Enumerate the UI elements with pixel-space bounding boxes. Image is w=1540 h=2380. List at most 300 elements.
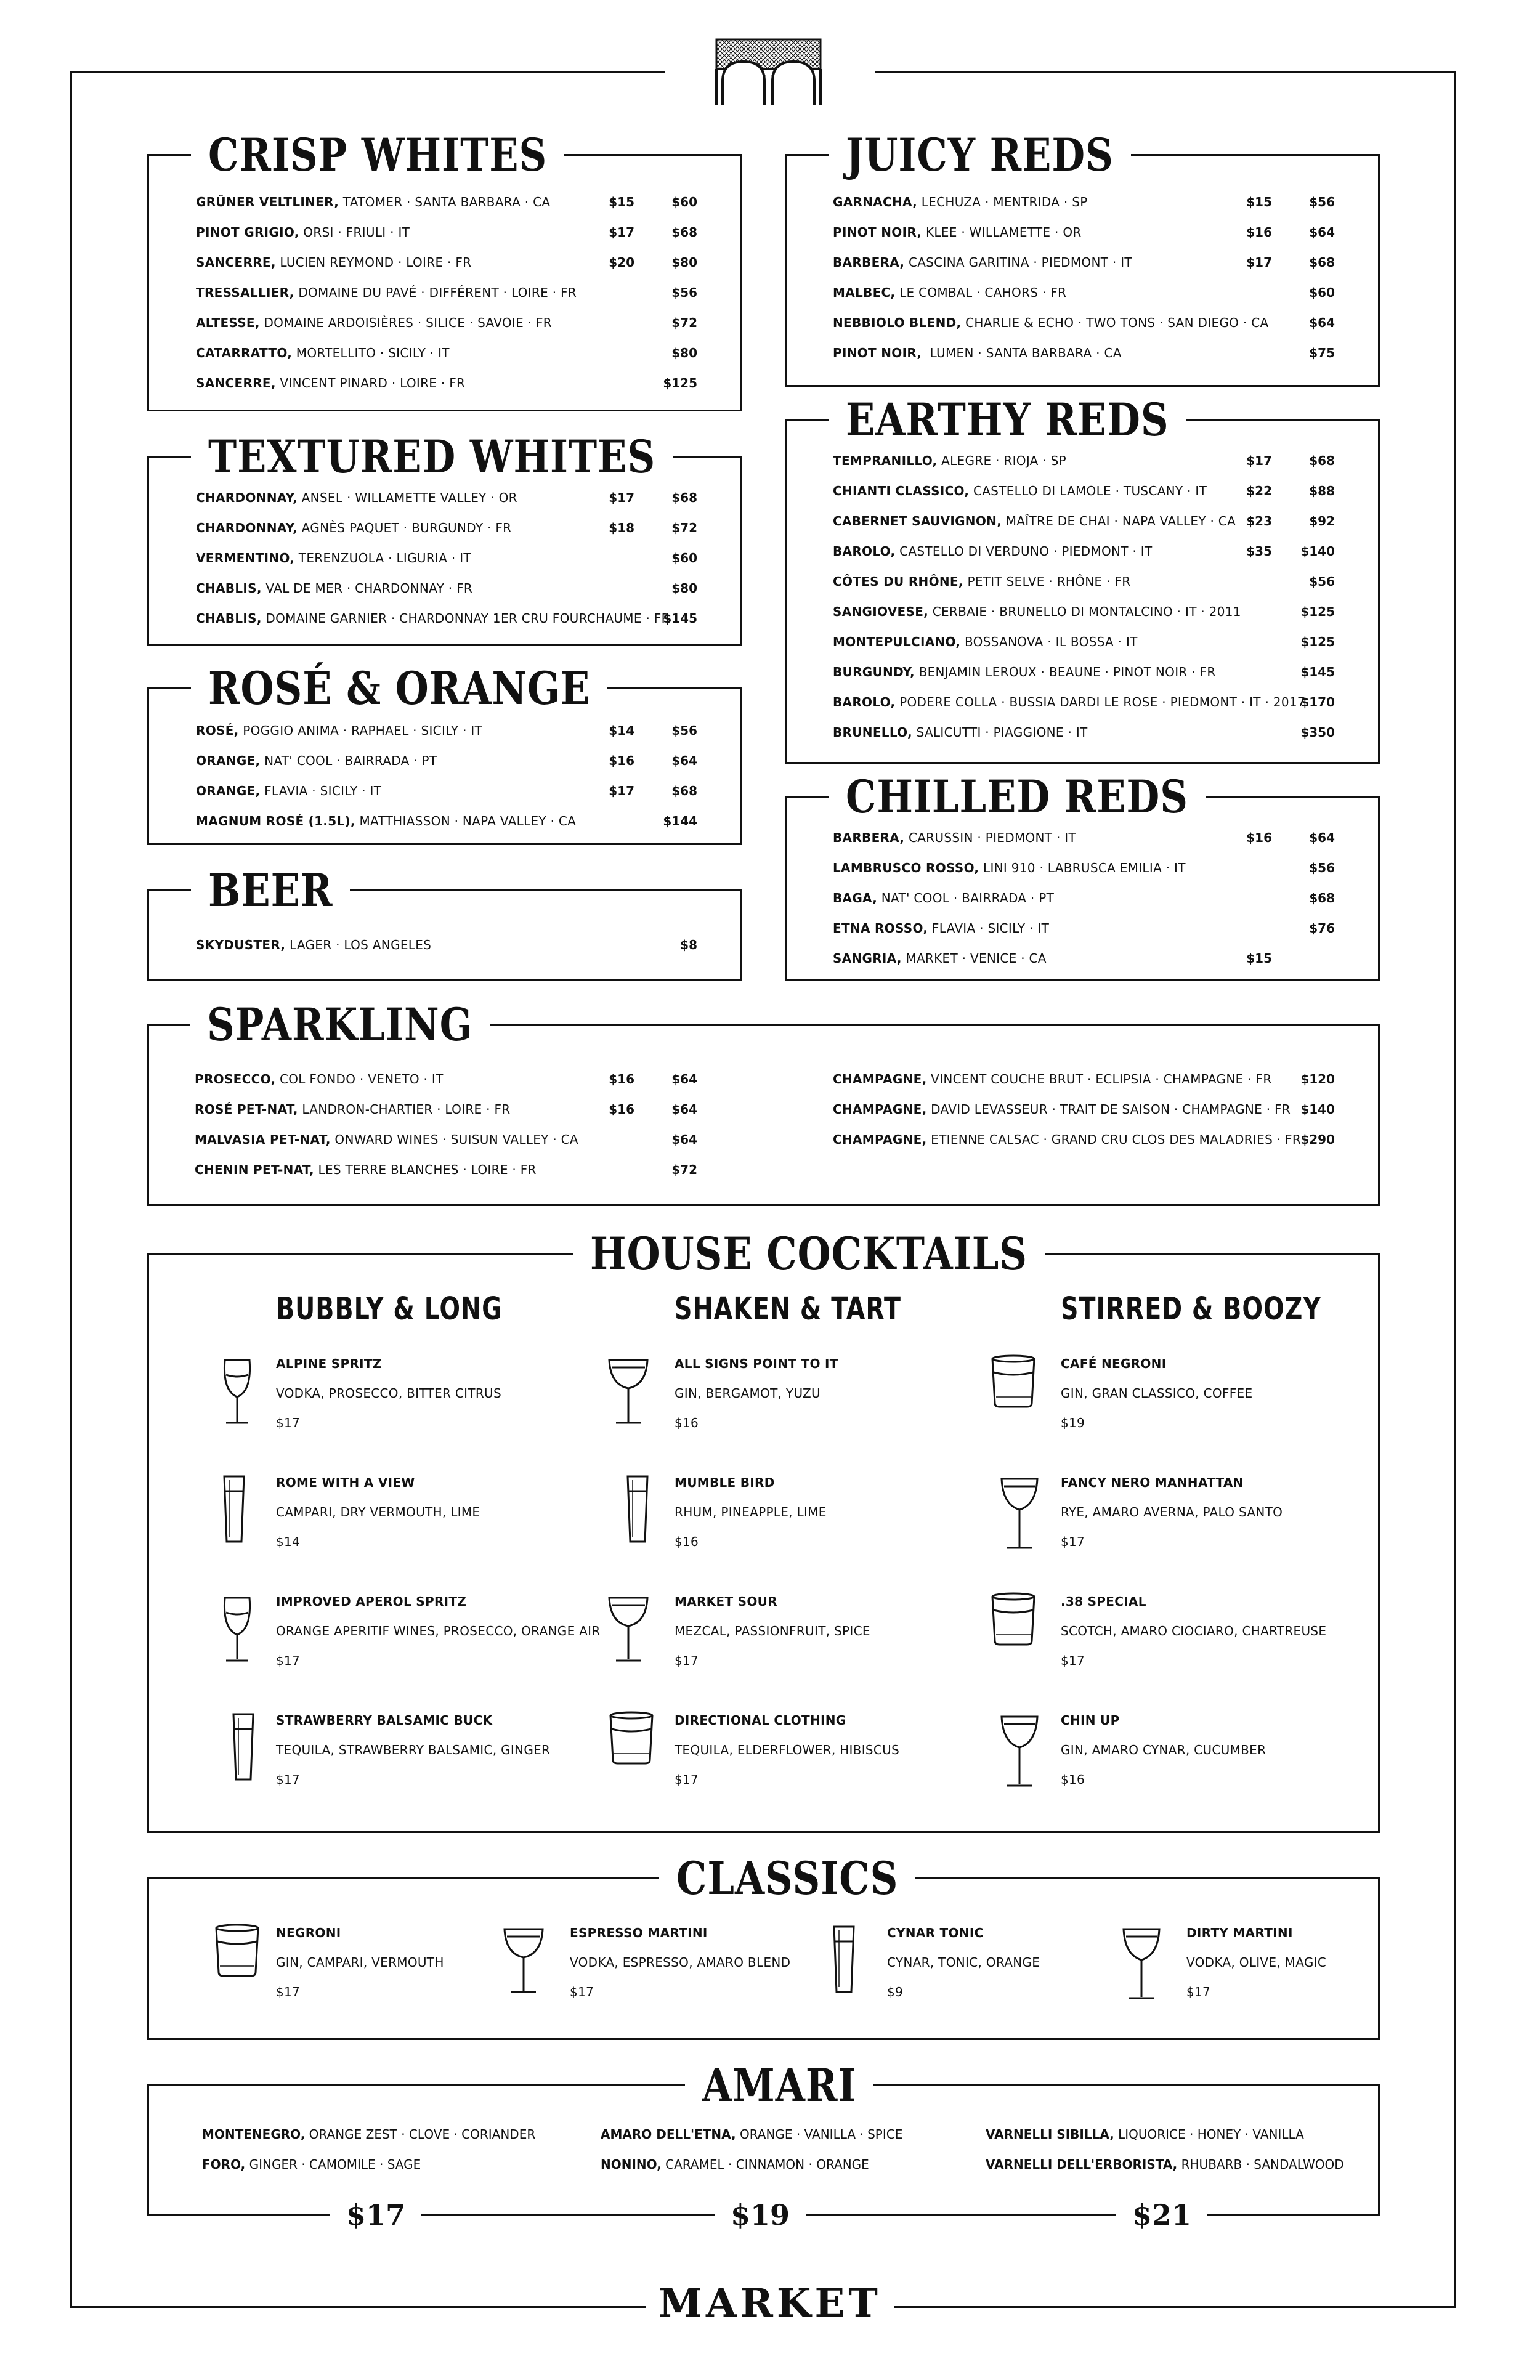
cocktail-ingredients: VODKA, PROSECCO, BITTER CITRUS — [276, 1386, 501, 1401]
rocks-glass-icon — [607, 1710, 656, 1768]
wine-name: MALVASIA PET-NAT, — [195, 1132, 331, 1147]
glass-price: $17 — [1246, 255, 1272, 270]
wine-row — [195, 1157, 697, 1182]
wine-name: ETNA ROSSO, — [833, 921, 928, 936]
wine-row — [195, 1097, 697, 1122]
wine-detail: DAVID LEVASSEUR · TRAIT DE SAISON · CHAMPAGNE · FR — [926, 1102, 1291, 1117]
glass-price: $17 — [609, 783, 634, 798]
cocktail-price: $17 — [1061, 1653, 1085, 1668]
wine-row — [196, 190, 697, 214]
cocktail-item — [1061, 1706, 1266, 1794]
wine-detail: LINI 910 · LABRUSCA EMILIA · IT — [979, 860, 1186, 875]
bottle-price: $68 — [1309, 891, 1335, 905]
wine-row — [196, 250, 697, 275]
wine-detail: FLAVIA · SICILY · IT — [928, 921, 1050, 936]
wine-row — [833, 220, 1335, 245]
wine-detail: LECHUZA · MENTRIDA · SP — [917, 195, 1088, 209]
cocktail-ingredients: CAMPARI, DRY VERMOUTH, LIME — [276, 1505, 480, 1520]
wine-row — [833, 448, 1335, 473]
wine-detail: TERENZUOLA · LIGURIA · IT — [294, 551, 471, 565]
highball-glass-icon — [825, 1923, 862, 1999]
bottle-price: $140 — [1300, 1102, 1335, 1117]
bottle-price: $75 — [1309, 346, 1335, 360]
wine-detail: LANDRON-CHARTIER · LOIRE · FR — [298, 1102, 511, 1117]
wine-row — [833, 250, 1335, 275]
wine-detail: CHARLIE & ECHO · TWO TONS · SAN DIEGO · CA — [961, 315, 1269, 330]
amaro-item — [986, 2157, 1344, 2172]
wine-name: BARBERA, — [833, 255, 905, 270]
wine-detail: DOMAINE GARNIER · CHARDONNAY 1ER CRU FOURCHAUME · FR — [261, 611, 670, 626]
cocktail-ingredients: GIN, AMARO CYNAR, CUCUMBER — [1061, 1742, 1266, 1757]
bottle-price: $64 — [1309, 225, 1335, 240]
cocktail-ingredients: MEZCAL, PASSIONFRUIT, SPICE — [675, 1624, 870, 1638]
wine-detail: PODERE COLLA · BUSSIA DARDI LE ROSE · PIEDMONT · IT · 2017 — [895, 695, 1305, 710]
cocktail-price: $17 — [1186, 1985, 1211, 1999]
wine-name: GARNACHA, — [833, 195, 918, 209]
wine-detail: ALEGRE · RIOJA · SP — [937, 453, 1066, 468]
amaro-detail: CARAMEL · CINNAMON · ORANGE — [661, 2157, 869, 2172]
wine-detail: TATOMER · SANTA BARBARA · CA — [339, 195, 551, 209]
cocktail-name: ESPRESSO MARTINI — [570, 1925, 708, 1940]
wine-row — [196, 371, 697, 395]
amaro-item — [202, 2127, 535, 2142]
classic-cocktail-item — [1186, 1918, 1326, 2007]
wine-name: ORANGE, — [196, 753, 261, 768]
cocktail-category-heading: BUBBLY & LONG — [276, 1291, 503, 1327]
amaro-name: NONINO, — [601, 2157, 662, 2172]
wine-detail: VAL DE MER · CHARDONNAY · FR — [261, 581, 473, 596]
bottle-price: $290 — [1300, 1132, 1335, 1147]
cocktail-price: $17 — [675, 1653, 699, 1668]
bottle-price: $170 — [1300, 695, 1335, 710]
highball-glass-icon — [216, 1473, 253, 1549]
wine-name: SANGRIA, — [833, 951, 902, 966]
cocktail-item — [1061, 1349, 1252, 1438]
wine-row — [196, 310, 697, 335]
wine-detail: BOSSANOVA · IL BOSSA · IT — [960, 634, 1138, 649]
wine-row — [833, 310, 1335, 335]
cocktail-name: STRAWBERRY BALSAMIC BUCK — [276, 1713, 493, 1728]
wine-glass-icon — [219, 1592, 256, 1668]
wine-detail: ORSI · FRIULI · IT — [299, 225, 410, 240]
wine-name: VERMENTINO, — [196, 551, 295, 565]
wine-row — [196, 809, 697, 833]
cocktail-ingredients: SCOTCH, AMARO CIOCIARO, CHARTREUSE — [1061, 1624, 1327, 1638]
amaro-name: MONTENEGRO, — [202, 2127, 306, 2142]
glass-price: $16 — [1246, 830, 1272, 845]
cocktail-ingredients: CYNAR, TONIC, ORANGE — [887, 1955, 1040, 1970]
wine-row — [833, 886, 1335, 910]
wine-detail: PETIT SELVE · RHÔNE · FR — [963, 574, 1131, 589]
cocktail-name: MUMBLE BIRD — [675, 1475, 775, 1490]
wine-detail: ANSEL · WILLAMETTE VALLEY · OR — [298, 490, 517, 505]
wine-row — [833, 720, 1335, 745]
wine-name: BAGA, — [833, 891, 878, 905]
wine-row — [833, 629, 1335, 654]
cocktail-price: $17 — [276, 1415, 301, 1430]
wine-name: SANCERRE, — [196, 376, 276, 391]
wine-detail: FLAVIA · SICILY · IT — [260, 783, 382, 798]
cocktail-item — [276, 1587, 601, 1675]
bottle-price: $64 — [671, 753, 697, 768]
bottle-price: $125 — [1300, 604, 1335, 619]
cocktail-item — [675, 1349, 838, 1438]
bottle-price: $120 — [1300, 1072, 1335, 1087]
amari-title: AMARI — [685, 2057, 873, 2115]
wine-detail: LUCIEN REYMOND · LOIRE · FR — [275, 255, 472, 270]
coupe-glass-icon — [607, 1592, 650, 1668]
bottle-price: $80 — [671, 255, 697, 270]
cocktail-name: NEGRONI — [276, 1925, 341, 1940]
cocktail-name: CHIN UP — [1061, 1713, 1120, 1728]
amaro-detail: ORANGE · VANILLA · SPICE — [736, 2127, 903, 2142]
bottle-price: $125 — [663, 376, 697, 391]
cocktail-price: $16 — [675, 1534, 699, 1549]
bottle-price: $56 — [1309, 860, 1335, 875]
bottle-price: $68 — [671, 490, 697, 505]
wine-name: CHAMPAGNE, — [833, 1102, 927, 1117]
wine-detail: LAGER · LOS ANGELES — [285, 937, 432, 952]
cocktail-price: $17 — [276, 1772, 301, 1787]
glass-price: $16 — [609, 753, 634, 768]
glass-price: $16 — [609, 1102, 634, 1117]
bottle-price: $140 — [1300, 544, 1335, 559]
cocktail-item — [675, 1706, 899, 1794]
wine-name: CHABLIS, — [196, 611, 262, 626]
bottle-price: $68 — [1309, 453, 1335, 468]
cocktail-name: MARKET SOUR — [675, 1594, 777, 1609]
amaro-name: VARNELLI DELL'ERBORISTA, — [986, 2157, 1178, 2172]
bottle-price: $72 — [671, 1162, 697, 1177]
cocktail-ingredients: RHUM, PINEAPPLE, LIME — [675, 1505, 827, 1520]
wine-name: PINOT NOIR, — [833, 346, 922, 360]
glass-price: $15 — [1246, 195, 1272, 209]
wine-detail: VINCENT PINARD · LOIRE · FR — [275, 376, 466, 391]
amaro-detail: GINGER · CAMOMILE · SAGE — [245, 2157, 421, 2172]
wine-detail: LE COMBAL · CAHORS · FR — [895, 285, 1067, 300]
cocktail-name: ALL SIGNS POINT TO IT — [675, 1356, 838, 1371]
wine-detail: MORTELLITO · SICILY · IT — [292, 346, 450, 360]
wine-row — [196, 718, 697, 743]
bottle-price: $68 — [1309, 255, 1335, 270]
cocktail-name: CAFÉ NEGRONI — [1061, 1356, 1167, 1371]
wine-row — [833, 916, 1335, 941]
glass-price: $35 — [1246, 544, 1272, 559]
bottle-price: $64 — [1309, 315, 1335, 330]
amaro-item — [986, 2127, 1304, 2142]
textured-whites-title: TEXTURED WHITES — [191, 428, 673, 486]
glass-price: $18 — [609, 520, 634, 535]
nick-nora-glass-icon — [998, 1473, 1041, 1555]
cocktail-ingredients: GIN, CAMPARI, VERMOUTH — [276, 1955, 444, 1970]
cocktail-price: $19 — [1061, 1415, 1085, 1430]
cocktail-name: DIRECTIONAL CLOTHING — [675, 1713, 846, 1728]
wine-detail: MAÎTRE DE CHAI · NAPA VALLEY · CA — [1002, 514, 1236, 528]
glass-price: $22 — [1246, 484, 1272, 498]
cocktail-name: FANCY NERO MANHATTAN — [1061, 1475, 1244, 1490]
glass-price: $17 — [609, 490, 634, 505]
highball-glass-icon — [225, 1710, 262, 1787]
wine-name: PINOT GRIGIO, — [196, 225, 299, 240]
wine-name: SANCERRE, — [196, 255, 276, 270]
cocktail-category-heading: STIRRED & BOOZY — [1061, 1291, 1322, 1327]
cocktail-name: CYNAR TONIC — [887, 1925, 984, 1940]
bottle-price: $64 — [671, 1102, 697, 1117]
classic-cocktail-item — [570, 1918, 790, 2007]
wine-row — [196, 546, 697, 570]
amari-price: $19 — [715, 2196, 806, 2233]
wine-detail: CASTELLO DI VERDUNO · PIEDMONT · IT — [895, 544, 1153, 559]
glass-price: $20 — [609, 255, 634, 270]
wine-row — [196, 576, 697, 601]
bottle-price: $64 — [671, 1132, 697, 1147]
amaro-detail: LIQUORICE · HONEY · VANILLA — [1114, 2127, 1304, 2142]
cocktail-name: IMPROVED APEROL SPRITZ — [276, 1594, 467, 1609]
wine-name: TEMPRANILLO, — [833, 453, 938, 468]
wine-name: BAROLO, — [833, 695, 896, 710]
wine-row — [196, 280, 697, 305]
amaro-name: AMARO DELL'ETNA, — [601, 2127, 736, 2142]
rose-orange-title: ROSÉ & ORANGE — [191, 660, 607, 718]
wine-detail: LUMEN · SANTA BARBARA · CA — [922, 346, 1122, 360]
classic-cocktail-item — [276, 1918, 444, 2007]
wine-row — [196, 485, 697, 510]
bottle-price: $350 — [1300, 725, 1335, 740]
cocktail-price: $17 — [276, 1653, 301, 1668]
bottle-price: $80 — [671, 581, 697, 596]
wine-row — [195, 1067, 697, 1091]
bottle-price: $88 — [1309, 484, 1335, 498]
wine-detail: ONWARD WINES · SUISUN VALLEY · CA — [330, 1132, 578, 1147]
wine-row — [196, 748, 697, 773]
wine-row — [833, 1127, 1335, 1152]
cocktail-ingredients: GIN, BERGAMOT, YUZU — [675, 1386, 821, 1401]
wine-name: BURGUNDY, — [833, 665, 915, 679]
nick-nora-glass-icon — [998, 1710, 1041, 1793]
wine-name: CHIANTI CLASSICO, — [833, 484, 970, 498]
juicy-reds-title: JUICY REDS — [829, 126, 1131, 184]
bottle-price: $72 — [671, 520, 697, 535]
bottle-price: $80 — [671, 346, 697, 360]
wine-name: CÔTES DU RHÔNE, — [833, 574, 963, 589]
wine-name: LAMBRUSCO ROSSO, — [833, 860, 979, 875]
cocktail-ingredients: TEQUILA, ELDERFLOWER, HIBISCUS — [675, 1742, 900, 1757]
rocks-glass-icon — [989, 1354, 1038, 1412]
wine-row — [833, 1097, 1335, 1122]
amaro-name: VARNELLI SIBILLA, — [986, 2127, 1114, 2142]
cocktail-ingredients: TEQUILA, STRAWBERRY BALSAMIC, GINGER — [276, 1742, 551, 1757]
cocktail-price: $17 — [570, 1985, 594, 1999]
earthy-reds-title: EARTHY REDS — [829, 391, 1186, 449]
wine-name: MAGNUM ROSÉ (1.5L), — [196, 814, 355, 828]
bottle-price: $56 — [1309, 195, 1335, 209]
wine-row — [833, 825, 1335, 850]
cocktail-ingredients: VODKA, ESPRESSO, AMARO BLEND — [570, 1955, 791, 1970]
cocktail-name: ROME WITH A VIEW — [276, 1475, 415, 1490]
wine-name: CHAMPAGNE, — [833, 1132, 927, 1147]
wine-name: ROSÉ, — [196, 723, 239, 738]
wine-name: CATARRATTO, — [196, 346, 293, 360]
wine-detail: MARKET · VENICE · CA — [901, 951, 1047, 966]
wine-name: PROSECCO, — [195, 1072, 276, 1087]
wine-detail: VINCENT COUCHE BRUT · ECLIPSIA · CHAMPAGNE · FR — [926, 1072, 1272, 1087]
bottle-price: $68 — [671, 783, 697, 798]
wine-detail: SALICUTTI · PIAGGIONE · IT — [912, 725, 1088, 740]
rocks-glass-icon — [989, 1592, 1038, 1649]
wine-row — [833, 1067, 1335, 1091]
bottle-price: $76 — [1309, 921, 1335, 936]
cocktail-price: $17 — [1061, 1534, 1085, 1549]
wine-detail: CASCINA GARITINA · PIEDMONT · IT — [904, 255, 1132, 270]
wine-name: CHARDONNAY, — [196, 490, 298, 505]
glass-price: $15 — [1246, 951, 1272, 966]
wine-name: TRESSALLIER, — [196, 285, 294, 300]
wine-glass-icon — [219, 1354, 256, 1430]
wine-detail: BENJAMIN LEROUX · BEAUNE · PINOT NOIR · FR — [914, 665, 1216, 679]
wine-name: PINOT NOIR, — [833, 225, 922, 240]
wine-row — [196, 220, 697, 245]
cocktail-item — [1061, 1468, 1283, 1556]
crisp-whites-title: CRISP WHITES — [191, 126, 564, 184]
cocktail-price: $16 — [675, 1415, 699, 1430]
house-cocktails-title: HOUSE COCKTAILS — [573, 1225, 1045, 1283]
wine-row — [833, 856, 1335, 880]
chilled-reds-title: CHILLED REDS — [829, 768, 1206, 826]
bottle-price: $8 — [680, 937, 697, 952]
wine-detail: MATTHIASSON · NAPA VALLEY · CA — [355, 814, 577, 828]
glass-price: $15 — [609, 195, 634, 209]
wine-name: ROSÉ PET-NAT, — [195, 1102, 298, 1117]
cocktail-price: $9 — [887, 1985, 904, 1999]
cocktail-price: $16 — [1061, 1772, 1085, 1787]
glass-price: $23 — [1246, 514, 1272, 528]
bottle-price: $64 — [671, 1072, 697, 1087]
wine-name: NEBBIOLO BLEND, — [833, 315, 962, 330]
glass-price: $17 — [1246, 453, 1272, 468]
wine-detail: LES TERRE BLANCHES · LOIRE · FR — [314, 1162, 537, 1177]
wine-row — [196, 933, 697, 957]
bottle-price: $60 — [671, 551, 697, 565]
wine-row — [833, 690, 1335, 714]
wine-row — [833, 190, 1335, 214]
classics-title: CLASSICS — [659, 1850, 915, 1908]
bottle-price: $64 — [1309, 830, 1335, 845]
cocktail-ingredients: ORANGE APERITIF WINES, PROSECCO, ORANGE AIR — [276, 1624, 601, 1638]
wine-row — [833, 341, 1335, 365]
wine-detail: CERBAIE · BRUNELLO DI MONTALCINO · IT · 2011 — [928, 604, 1241, 619]
wine-detail: NAT' COOL · BAIRRADA · PT — [260, 753, 437, 768]
glass-price: $16 — [1246, 225, 1272, 240]
wine-name: CABERNET SAUVIGNON, — [833, 514, 1002, 528]
bottle-price: $72 — [671, 315, 697, 330]
wine-row — [833, 946, 1272, 971]
amari-price: $17 — [330, 2196, 421, 2233]
wine-name: BARBERA, — [833, 830, 905, 845]
bottle-price: $144 — [663, 814, 697, 828]
wine-name: BAROLO, — [833, 544, 896, 559]
glass-price: $14 — [609, 723, 634, 738]
amaro-item — [601, 2127, 902, 2142]
wine-name: BRUNELLO, — [833, 725, 912, 740]
cocktail-item — [675, 1587, 870, 1675]
classic-cocktail-item — [887, 1918, 1040, 2007]
bottle-price: $145 — [663, 611, 697, 626]
wine-row — [833, 509, 1335, 533]
glass-price: $17 — [609, 225, 634, 240]
wine-detail: KLEE · WILLAMETTE · OR — [922, 225, 1082, 240]
cocktail-price: $14 — [276, 1534, 301, 1549]
amaro-name: FORO, — [202, 2157, 246, 2172]
cocktail-name: ALPINE SPRITZ — [276, 1356, 382, 1371]
cocktail-ingredients: GIN, GRAN CLASSICO, COFFEE — [1061, 1386, 1253, 1401]
cocktail-name: .38 SPECIAL — [1061, 1594, 1146, 1609]
bottle-price: $56 — [671, 285, 697, 300]
wine-detail: AGNÈS PAQUET · BURGUNDY · FR — [298, 520, 512, 535]
bottle-price: $145 — [1300, 665, 1335, 679]
wine-detail: DOMAINE ARDOISIÈRES · SILICE · SAVOIE · FR — [259, 315, 552, 330]
wine-row — [833, 660, 1335, 684]
wine-name: SKYDUSTER, — [196, 937, 286, 952]
wine-row — [196, 606, 697, 631]
cocktail-item — [276, 1468, 480, 1556]
bottle-price: $60 — [671, 195, 697, 209]
highball-glass-icon — [619, 1473, 656, 1549]
cocktail-category-heading: SHAKEN & TART — [675, 1291, 901, 1327]
cocktail-price: $17 — [276, 1985, 301, 1999]
wine-name: GRÜNER VELTLINER, — [196, 195, 339, 209]
wine-row — [833, 280, 1335, 305]
wine-name: CHARDONNAY, — [196, 520, 298, 535]
wine-name: MALBEC, — [833, 285, 896, 300]
bottle-price: $56 — [1309, 574, 1335, 589]
amaro-item — [601, 2157, 869, 2172]
wine-detail: DOMAINE DU PAVÉ · DIFFÉRENT · LOIRE · FR — [294, 285, 577, 300]
glass-price: $16 — [609, 1072, 634, 1087]
wine-name: MONTEPULCIANO, — [833, 634, 961, 649]
cocktail-ingredients: VODKA, OLIVE, MAGIC — [1186, 1955, 1327, 1970]
rocks-glass-icon — [213, 1923, 262, 1981]
amaro-item — [202, 2157, 421, 2172]
bottle-price: $60 — [1309, 285, 1335, 300]
bottle-price: $56 — [671, 723, 697, 738]
wine-row — [833, 479, 1335, 503]
cocktail-price: $17 — [675, 1772, 699, 1787]
sparkling-title: SPARKLING — [190, 996, 490, 1054]
cocktail-item — [675, 1468, 827, 1556]
wine-name: SANGIOVESE, — [833, 604, 929, 619]
wine-name: ORANGE, — [196, 783, 261, 798]
wine-name: CHAMPAGNE, — [833, 1072, 927, 1087]
cocktail-name: DIRTY MARTINI — [1186, 1925, 1293, 1940]
cocktail-item — [276, 1349, 501, 1438]
amari-price: $21 — [1116, 2196, 1207, 2233]
cocktail-ingredients: RYE, AMARO AVERNA, PALO SANTO — [1061, 1505, 1283, 1520]
coupe-glass-icon — [607, 1354, 650, 1430]
wine-detail: ETIENNE CALSAC · GRAND CRU CLOS DES MALADRIES · FR — [926, 1132, 1302, 1147]
wine-detail: CARUSSIN · PIEDMONT · IT — [904, 830, 1077, 845]
beer-title: BEER — [191, 862, 350, 920]
wine-row — [196, 779, 697, 803]
amaro-detail: ORANGE ZEST · CLOVE · CORIANDER — [305, 2127, 536, 2142]
wine-row — [833, 569, 1335, 594]
wine-name: CHENIN PET-NAT, — [195, 1162, 314, 1177]
market-brand-logo: MARKET — [646, 2279, 894, 2328]
bottle-price: $125 — [1300, 634, 1335, 649]
wine-detail: CASTELLO DI LAMOLE · TUSCANY · IT — [969, 484, 1207, 498]
wine-detail: NAT' COOL · BAIRRADA · PT — [877, 891, 1055, 905]
wine-row — [196, 341, 697, 365]
wine-row — [833, 539, 1335, 564]
